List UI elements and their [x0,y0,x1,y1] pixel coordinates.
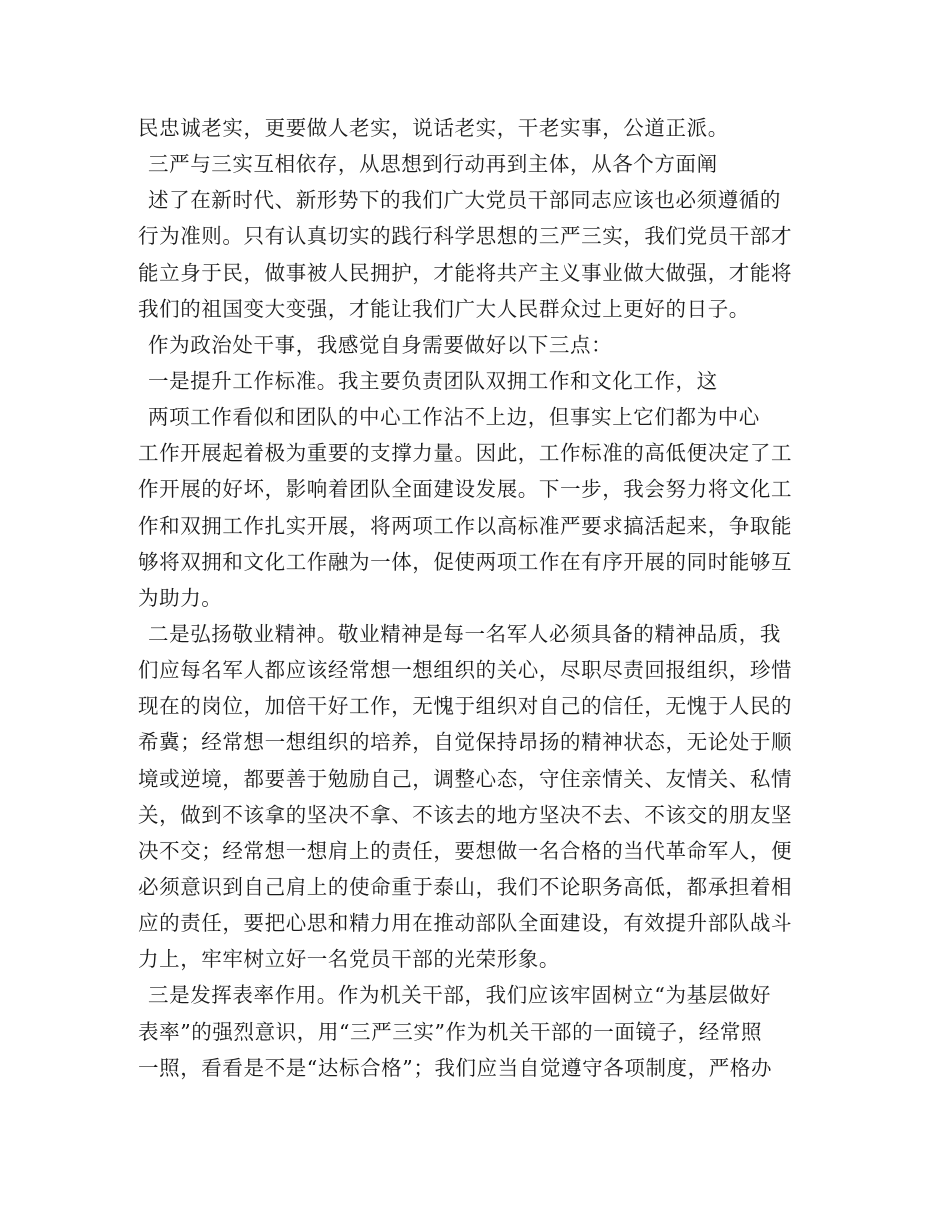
text-line: 们应每名军人都应该经常想一想组织的关心，尽职尽责回报组织，珍惜 [138,658,793,683]
text-line: 力上，牢牢树立好一名党员干部的光荣形象。 [138,947,560,972]
text-line: 决不交；经常想一想肩上的责任，要想做一名合格的当代革命军人，便 [138,838,793,863]
text-line: 表率”的强烈意识，用“三严三实”作为机关干部的一面镜子，经常照 [138,1019,763,1044]
text-line: 工作开展起着极为重要的支撑力量。因此，工作标准的高低便决定了工 [138,441,793,466]
text-line: 境或逆境，都要善于勉励自己，调整心态，守住亲情关、友情关、私情 [138,766,793,791]
text-line: 够将双拥和文化工作融为一体，促使两项工作在有序开展的同时能够互 [138,549,793,574]
text-line: 一是提升工作标准。我主要负责团队双拥工作和文化工作，这 [148,368,718,393]
text-line: 二是弘扬敬业精神。敬业精神是每一名军人必须具备的精神品质，我 [148,621,781,646]
document-body [138,110,828,1086]
text-line: 能立身于民，做事被人民拥护，才能将共产主义事业做大做强，才能将 [138,260,793,285]
text-line: 关，做到不该拿的坚决不拿、不该去的地方坚决不去、不该交的朋友坚 [138,802,793,827]
text-line: 民忠诚老实，更要做人老实，说话老实，干老实事，公道正派。 [138,116,729,140]
text-line: 作和双拥工作扎实开展，将两项工作以高标准严要求搞活起来，争取能 [138,513,793,538]
text-line: 三严与三实互相依存，从思想到行动再到主体，从各个方面阐 [148,152,718,177]
text-line: 两项工作看似和团队的中心工作沾不上边，但事实上它们都为中心 [148,405,760,430]
text-line: 我们的祖国变大变强，才能让我们广大人民群众过上更好的日子。 [138,296,750,321]
text-line: 必须意识到自己肩上的使命重于泰山，我们不论职务高低，都承担着相 [138,874,793,899]
text-line: 为助力。 [138,585,223,610]
text-line: 三是发挥表率作用。作为机关干部，我们应该牢固树立“为基层做好 [148,983,771,1008]
text-line: 现在的岗位，加倍干好工作，无愧于组织对自己的信任，无愧于人民的 [138,694,793,719]
text-line: 作为政治处干事，我感觉自身需要做好以下三点： [148,332,613,357]
text-line: 作开展的好坏，影响着团队全面建设发展。下一步，我会努力将文化工 [138,477,793,502]
text-line: 一照，看看是不是“达标合格”；我们应当自觉遵守各项制度，严格办 [138,1055,773,1080]
text-line: 应的责任，要把心思和精力用在推动部队全面建设，有效提升部队战斗 [138,911,793,936]
text-line: 述了在新时代、新形势下的我们广大党员干部同志应该也必须遵循的 [148,188,781,213]
text-line: 行为准则。只有认真切实的践行科学思想的三严三实，我们党员干部才 [138,224,793,249]
text-line: 希冀；经常想一想组织的培养，自觉保持昂扬的精神状态，无论处于顺 [138,730,793,755]
